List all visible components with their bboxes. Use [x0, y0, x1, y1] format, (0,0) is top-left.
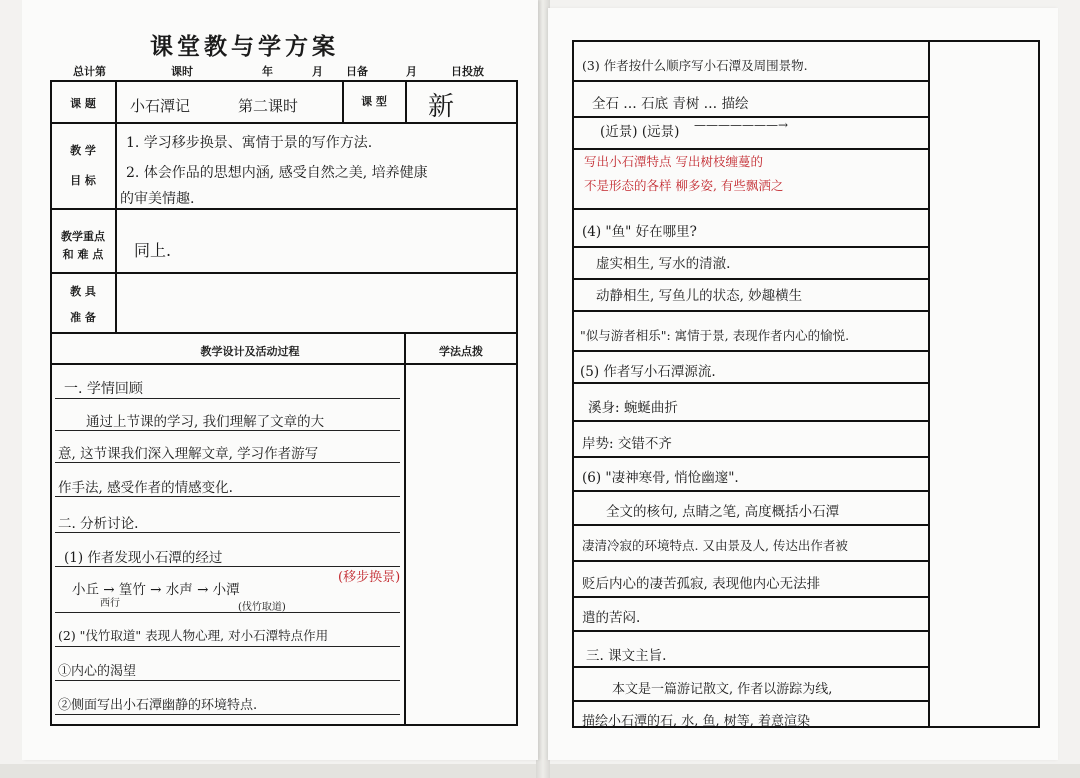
meta-month: 月	[312, 65, 323, 78]
process-line: 通过上节课的学习, 我们理解了文章的大	[86, 414, 325, 430]
right-ruled	[572, 350, 928, 352]
page-title: 课堂教与学方案	[150, 33, 339, 60]
process-line: 一. 学情回顾	[64, 381, 143, 397]
right-line: 全石 … 石底 青树 … 描绘	[592, 96, 749, 112]
col-divider	[115, 80, 117, 332]
right-line-red: 不是形态的各样 柳多姿, 有些飘洒之	[584, 178, 784, 193]
right-line: 遣的苦闷.	[582, 610, 641, 626]
goal-line: 1. 学习移步换景、寓情于景的写作方法.	[126, 135, 373, 151]
ruled-line	[55, 398, 400, 399]
right-line: "似与游者相乐": 寓情于景, 表现作者内心的愉悦.	[580, 328, 850, 343]
meta-lesson: 课时	[171, 65, 193, 78]
ruled-line	[55, 532, 400, 533]
right-ruled	[572, 80, 928, 82]
right-ruled	[572, 596, 928, 598]
label-tools-a: 教 具	[70, 285, 96, 298]
process-line: (2) "伐竹取道" 表现人物心理, 对小石潭特点作用	[58, 628, 329, 643]
meta-total: 总计第	[73, 65, 106, 78]
label-keys-b: 和 难 点	[62, 248, 104, 261]
row-divider	[50, 272, 518, 274]
right-line: 动静相生, 写鱼儿的状态, 妙趣横生	[596, 288, 803, 304]
type-value: 新	[428, 92, 455, 122]
right-ruled	[572, 310, 928, 312]
right-line: (5) 作者写小石潭源流.	[580, 364, 716, 380]
right-line: (3) 作者按什么顺序写小石潭及周围景物.	[582, 58, 808, 73]
right-line: 描绘小石潭的石, 水, 鱼, 树等, 着意渲染	[582, 714, 811, 729]
label-process: 教学设计及活动过程	[200, 345, 300, 358]
right-line: 岸势: 交错不齐	[582, 436, 672, 452]
right-ruled	[572, 246, 928, 248]
right-ruled	[572, 278, 928, 280]
method-note: (移步换景)	[338, 570, 401, 585]
goal-line: 2. 体会作品的思想内涵, 感受自然之美, 培养健康	[126, 165, 428, 181]
right-ruled	[572, 208, 928, 210]
right-ruled	[572, 700, 928, 702]
ruled-line	[55, 430, 400, 431]
process-line: (1) 作者发现小石潭的经过	[64, 550, 223, 566]
right-ruled	[572, 382, 928, 384]
right-line: 全文的核句, 点睛之笔, 高度概括小石潭	[606, 504, 840, 520]
meta-day-use: 日投放	[451, 65, 484, 78]
ruled-line	[55, 646, 400, 647]
right-ruled	[572, 148, 928, 150]
right-ruled	[572, 630, 928, 632]
meta-month-2: 月	[406, 65, 417, 78]
wood-note: 西行	[100, 598, 120, 609]
process-line: 作手法, 感受作者的情感变化.	[58, 480, 233, 496]
col-divider	[404, 332, 406, 726]
period-value: 第二课时	[238, 97, 299, 115]
row-divider	[50, 332, 518, 334]
right-line: 本文是一篇游记散文, 作者以游踪为线,	[612, 682, 833, 697]
ruled-line	[55, 680, 400, 681]
col-divider	[405, 80, 407, 122]
right-line: 凄清冷寂的环境特点. 又由景及人, 传达出作者被	[582, 538, 848, 553]
bamboo-note: (伐竹取道)	[238, 602, 286, 613]
right-ruled	[572, 666, 928, 668]
arrow-glyph: ———————→	[694, 118, 789, 132]
right-line: (近景) (远景)	[600, 124, 680, 140]
meta-day-prep: 日备	[346, 65, 368, 78]
right-line: 溪身: 蜿蜒曲折	[588, 400, 678, 416]
right-ruled	[572, 490, 928, 492]
right-line: 三. 课文主旨.	[586, 648, 667, 664]
process-line: 二. 分析讨论.	[58, 516, 139, 532]
keys-value: 同上.	[134, 241, 172, 260]
right-ruled	[572, 456, 928, 458]
right-ruled	[572, 524, 928, 526]
label-topic: 课 题	[70, 97, 96, 110]
right-line: 虚实相生, 写水的清澈.	[596, 256, 731, 272]
label-goals-b: 目 标	[70, 174, 96, 187]
ruled-line	[55, 496, 400, 497]
row-divider	[50, 208, 518, 210]
process-line: 意, 这节课我们深入理解文章, 学习作者游写	[58, 446, 319, 462]
right-line: 贬后内心的凄苦孤寂, 表现他内心无法排	[582, 576, 821, 592]
ruled-line	[55, 714, 400, 715]
right-lesson-table	[572, 40, 1040, 728]
label-tools-b: 准 备	[70, 311, 96, 324]
process-line: ②侧面写出小石潭幽静的环境特点.	[58, 698, 258, 713]
process-line: ①内心的渴望	[58, 664, 137, 679]
ruled-line	[55, 612, 400, 613]
right-ruled	[572, 560, 928, 562]
topic-value: 小石潭记	[130, 97, 191, 115]
right-col-divider	[928, 40, 930, 728]
ruled-line	[55, 462, 400, 463]
label-keys-a: 教学重点	[61, 230, 105, 243]
label-method: 学法点拨	[439, 345, 483, 358]
right-line: (6) "凄神寒骨, 悄怆幽邃".	[582, 470, 739, 486]
right-line: (4) "鱼" 好在哪里?	[582, 224, 697, 240]
goal-line: 的审美情趣.	[120, 191, 195, 207]
row-divider	[50, 363, 518, 365]
meta-year: 年	[262, 65, 273, 78]
right-ruled	[572, 420, 928, 422]
right-line-red: 写出小石潭特点 写出树枝缠蔓的	[584, 154, 763, 169]
label-type: 课 型	[361, 95, 387, 108]
process-line: 小丘 → 篁竹 → 水声 → 小潭	[72, 582, 240, 598]
label-goals-a: 教 学	[70, 144, 96, 157]
